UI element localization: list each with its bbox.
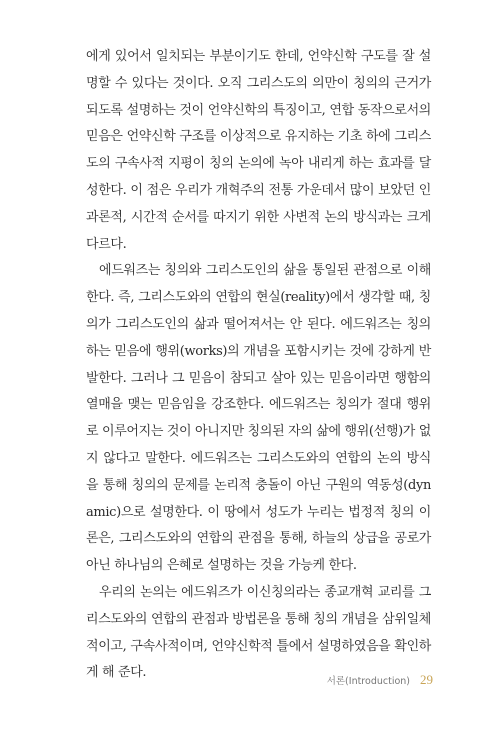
page-footer <box>327 672 433 688</box>
page-body <box>86 44 431 687</box>
body-paragraph: 에드워즈는 칭의와 그리스도인의 삶을 통일된 관점으로 이해한다. 즉, 그리스도와의 연합의 현실(reality)에서 생각할 때, 칭의가 그리스도인의 삶과 떨어져서는 안 된다. 에드워즈는 칭의하는 믿음에 행위(works)의 개념을 포함시키는 것에 강하게 반발한다. 그러나 그 믿음이 참되고 살아 있는 믿음이라면 행함의 열매을 맺는 믿음임을 강조한다. 에드워즈는 칭의가 절대 행위로 이루어지는 것이 아니지만 칭의된 자의 삶에 행위(선행)가 없지 않다고 말한다. 에드워즈는 그리스도와의 연합의 논의 방식을 통해 칭의의 문제를 논리적 충돌이 아닌 구원의 역동성(dynamic)으로 설명한다. 이 땅에서 성도가 누리는 법정적 칭의 이론은, 그리스도와의 연합의 관점을 통해, 하늘의 상급을 공로가 아닌 하나님의 은혜로 설명하는 것을 가능케 한다. <box>86 263 431 574</box>
running-section-title: 서론(Introduction) <box>326 676 410 687</box>
body-paragraph: 우리의 논의는 에드워즈가 이신칭의라는 종교개혁 교리를 그리스도와의 연합의 관점과 방법론을 통해 칭의 개념을 삼위일체적이고, 구속사적이며, 언약신학적 틀에서 설명하였음을 확인하게 해 준다. <box>86 584 431 681</box>
page-number: 29 <box>420 672 433 687</box>
body-paragraph: 에게 있어서 일치되는 부분이기도 한데, 언약신학 구도를 잘 설명할 수 있다는 것이다. 오직 그리스도의 의만이 칭의의 근거가 되도록 설명하는 것이 언약신학의 특징이고, 연합 동작으로서의 믿음은 언약신학 구조를 이상적으로 유지하는 기초 하에 그리스도의 구속사적 지평이 칭의 논의에 녹아 내리게 하는 효과를 달성한다. 이 점은 우리가 개혁주의 전통 가운데서 많이 보았던 인과론적, 시간적 순서를 따지기 위한 사변적 논의 방식과는 크게 다르다. <box>86 49 431 252</box>
